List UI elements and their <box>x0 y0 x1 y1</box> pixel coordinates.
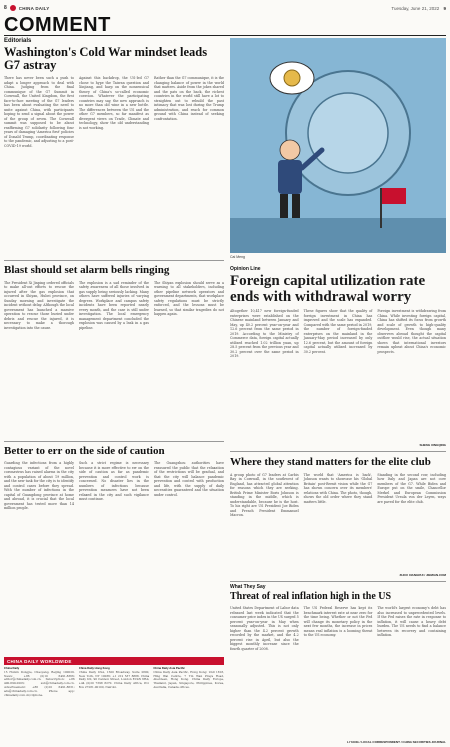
contacts-block <box>4 667 224 743</box>
cartoon-red-flag-icon <box>382 188 406 204</box>
threat-body-col1: United States Department of Labor data released last week indicated that the consumer price index in the US surged 5 percent year-on-year in May when seasonally adjusted. This is not only higher than the 4.2 percent growth recorded by the market, and the 4.2 percent rise in April, but also the biggest monthly increase since the fourth quarter of 2008. <box>230 606 299 651</box>
where-divider <box>230 451 446 452</box>
cartoon-figure-leg-left <box>280 194 288 218</box>
china-daily-logo-icon <box>10 5 16 11</box>
editorial-headline: Washington's Cold War mindset leads G7 astray <box>4 45 208 73</box>
threat-body <box>230 606 446 738</box>
contacts-col1-title: China Daily <box>4 667 20 670</box>
editorial-article <box>4 38 224 261</box>
china-daily-worldwide-bar: CHINA DAILY WORLDWIDE <box>4 657 224 665</box>
issue-date: Tuesday, June 21, 2022 <box>391 5 440 11</box>
caution-article <box>4 446 224 625</box>
cartoon-flagpole <box>380 188 382 228</box>
page-number-left: 8 <box>4 5 7 11</box>
header-left <box>4 5 49 11</box>
illustration-credit: Cai Meng <box>230 255 245 259</box>
opinion-body <box>230 309 446 441</box>
right-column <box>230 38 446 744</box>
opinion-line-label: Opinion Line <box>230 266 261 272</box>
contacts-col3-title: China Daily Asia Pacific <box>153 667 185 670</box>
threat-body-col3: The world's largest economy's debt has also increased to unprecedented levels. If the Fed raises the rate in response to inflation, it will cause a heavy debt burden. The US needs to find a balance between its recovery and containing inflation. <box>377 606 446 638</box>
editorial-body <box>4 76 224 256</box>
header-right <box>391 6 446 11</box>
blast-body-col2: The explosion is a sad reminder of the safety awareness of all those involved in gas supply being seriously lacking. Many others have suffered injuries of varying degrees. Workplace and campus safety incidents have been reported nearly every month, and the case is still under investigation. The local emergency management department concluded the explosion was caused by a leak in a gas pipeline. <box>79 280 149 330</box>
editorial-body-col2: Against this backdrop, the US-led G7 chose to hype the Taiwan question and Xinjiang, and harp on the nonsensical theory of China's so-called economic coercion. Whatever the participating countries may say, the new approach is no more than old wine in a new bottle. The differences between the US and the other G7 members, so far manifest as divergent views on Trade, Climate and technology, show the old understanding is not working. <box>79 76 149 130</box>
editorial-body-col1: There has never been such a push to adapt a longer approach to deal with China. Judging from the final communique of the G7 Summit in Cornwall, the United Kingdom, the first face-to-face meeting of the G7 leaders has been about evaluating the need to unite against China, with participants hoping to send a signal about the power of the group of seven. The Cornwall summit was supposed to be about reaffirming G7 solidarity following four years of damaging 'America first' policies of Donald Trump, coordinating response to the pandemic, and adjusting to a post-COVID-19 world. <box>4 76 74 148</box>
contacts-col1-body: 15 Huixin Dongjie, Chaoyang, Beijing 100029. News: +86 (0)10 6491-8366; editor@chinadaily.com.cn. Subscription: +86 400-699-0203; sub@chinadaily.com.cn. Advertisement: +86 (0)10 6491-8631; ads@chinadaily.com.cn. Phone app: chinadaily.com.cn/cdphone. <box>4 669 75 697</box>
caution-body <box>4 461 224 621</box>
contacts-col1 <box>4 667 75 743</box>
cartoon-figure-body <box>278 160 302 194</box>
threat-body-col2: The US Federal Reserve has kept its benchmark interest rate at near zero for the time being. Whether or not the Fed will change its monetary policy in the next few months, the increase in prices means real inflation is a looming threat to the US economy. <box>303 606 373 638</box>
cartoon-ground <box>230 218 446 253</box>
opinion-body-col3: Foreign investment is withdrawing from China. While investing foreign capital, China has shifted its focus from growth and scale of growth to high-quality development. Even though many observers abroad thought the capital outflow would rise, the actual situation shows that international investors remain upbeat about China's economic prospects. <box>377 309 446 354</box>
page-number-right: 9 <box>443 5 446 11</box>
contacts-col2-body: China Daily USA, 1500 Broadway, Suite 2800, New York, NY 10036; +1 212 537 8888. China Daily UK, 90 Cannon Street, London EC4N 6HA; +44 (0)20 7398 8270. China Daily Africa, P.O. Box 27281-00100, Nairobi. <box>78 669 150 689</box>
caution-body-col2: Such a strict regime is necessary because it is more effective to err on the side of caution as far as pandemic prevention and control work is concerned. No disaster lies in the numbers of infections because prevention measures have not been relaxed in the city and such vigilance must continue. <box>79 461 149 502</box>
section-masthead: COMMENT <box>4 14 111 36</box>
where-headline: Where they stand matters for the elite club <box>230 456 431 468</box>
contacts-col3-body: China Daily Asia Pacific, Hong Kong: Unit 1818, Hing Wai Centre, 7 Tin Wan Praya Road, Aberdeen, Hong Kong. China Daily Europe, Thailand, Japan, Singapore, Philippines, Korea, Australia, Canada offices. <box>153 669 225 689</box>
cartoon-figure-leg-right <box>292 194 300 218</box>
blast-article <box>4 265 224 442</box>
editorial-cartoon-illustration <box>230 38 446 253</box>
opinion-body-col2: These figures show that the quality of foreign investment in China has improved and the scale has expanded. Compared with the same period in 2019, the number of foreign-funded enterprises on the mainland in the January-May period increased by only 12.6 percent, but the amount of foreign capital actually utilized increased by 30.2 percent. <box>303 309 373 354</box>
caution-body-col3: The Guangzhou authorities have reassured the public that the relaxation of the restrictions will be gradual, and that the city will balance pandemic prevention and control with production and life, with the supply of daily necessities guaranteed and the situation under control. <box>154 461 224 497</box>
opinion-body-col1: Altogether 10,417 new foreign-funded enterprises were established on the Chinese mainland between January and May, up 40.2 percent year-on-year and 12.6 percent from the same period in 2019. According to the Ministry of Commerce data, foreign capital actually utilized reached 1.02 trillion yuan, up 28.5 percent from the previous year and 30.2 percent over the same period in 2019. <box>230 309 299 358</box>
blast-body-col3: The Shiyan explosion should serve as a warning to all stakeholders, including other pipeline network operators and government departments, that workplace safety regulations must be strictly enforced, and the lessons must be learned, so that similar tragedies do not happen again. <box>154 280 224 317</box>
where-body-col1: A group photo of G7 leaders at Carbis Bay in Cornwall, in the southwest of England, has attracted global attention for reasons which they are seeking. British Prime Minister Boris Johnson is standing in the middle, which is understandable, because he is the host. To his right are US President Joe Biden and French President Emmanuel Macron. <box>230 472 299 518</box>
masthead-rule <box>4 35 446 36</box>
cartoon-figure-head <box>280 140 300 160</box>
where-byline: ZHOU XIANGRUI / JIEMIAN.COM <box>399 572 446 577</box>
opinion-headline: Foreign capital utilization rate ends with withdrawal worry <box>230 273 426 305</box>
editorial-body-col3: Rather than the G7 communique, it is the changing balance of power in the world that matters. Aside from the jokes shared and the pats on the back, the richest countries in the world still have a lot to straighten out to rebuild the past intimacy that was lost during the Trump administration, and reach for common ground with China instead of seeking confrontation. <box>154 76 224 121</box>
where-body-col3: Standing in the second row, including how Italy and Japan are not core members of the G7. While Biden and Europe put on the smile, Chancellor Merkel and European Commission President Ursula von der Leyen, ways are paved for the elite club. <box>377 472 446 504</box>
caution-body-col1: Guarding the infections from a highly contagious variant of the novel coronavirus has raised alarms in the city with a population of about 19 million, and the new task for the city is to identify and control cases before they spread. With the number of infections in the capital of Guangdong province at home and abroad, it is crucial that the local government has tested more than 14 million people. <box>4 461 74 511</box>
caution-headline: Better to err on the side of caution <box>4 444 165 457</box>
threat-headline: Threat of real inflation high in the US <box>230 590 392 602</box>
cartoon-gear-hub-icon <box>308 93 388 173</box>
blast-body <box>4 281 224 437</box>
contacts-col2 <box>79 667 150 743</box>
blast-headline: Blast should set alarm bells ringing <box>4 264 170 277</box>
editorials-label: Editorials <box>4 38 32 44</box>
what-they-say-label: What They Say <box>230 583 266 590</box>
cartoon-coin-icon <box>284 70 300 86</box>
page-header <box>4 3 446 13</box>
where-body-col2: The world that 'America is back', Johnson wants to showcase his 'Global Britain' post-Brexit vision while the G7 has shown concern over its members' relations with China. The photo, though, shows the old order where they stand matters little. <box>303 472 373 504</box>
threat-byline: LI YANG / LOCAL CORRESPONDENT / CHINA SECURITIES JOURNAL <box>346 740 446 745</box>
opinion-byline: SHENG XINGQING <box>419 443 446 447</box>
where-body <box>230 473 446 571</box>
contacts-col2-title: China Daily Hong Kong <box>78 667 110 670</box>
blast-body-col1: The President Xi Jinping ordered officials to make all-out efforts to rescue the injured after the gas explosion that occurred in Shiyan, Hubei province, on Sunday morning and investigate the incident without delay. Although the local government has launched a massive operation to rescue those buried under debris and rescue the injured, it is necessary to make a thorough investigation into the cause. <box>4 280 74 330</box>
cartoon-svg <box>230 38 446 253</box>
left-column <box>4 38 224 624</box>
threat-divider <box>230 581 446 582</box>
paper-name: CHINA DAILY <box>18 5 50 11</box>
contacts-col3 <box>153 667 224 743</box>
